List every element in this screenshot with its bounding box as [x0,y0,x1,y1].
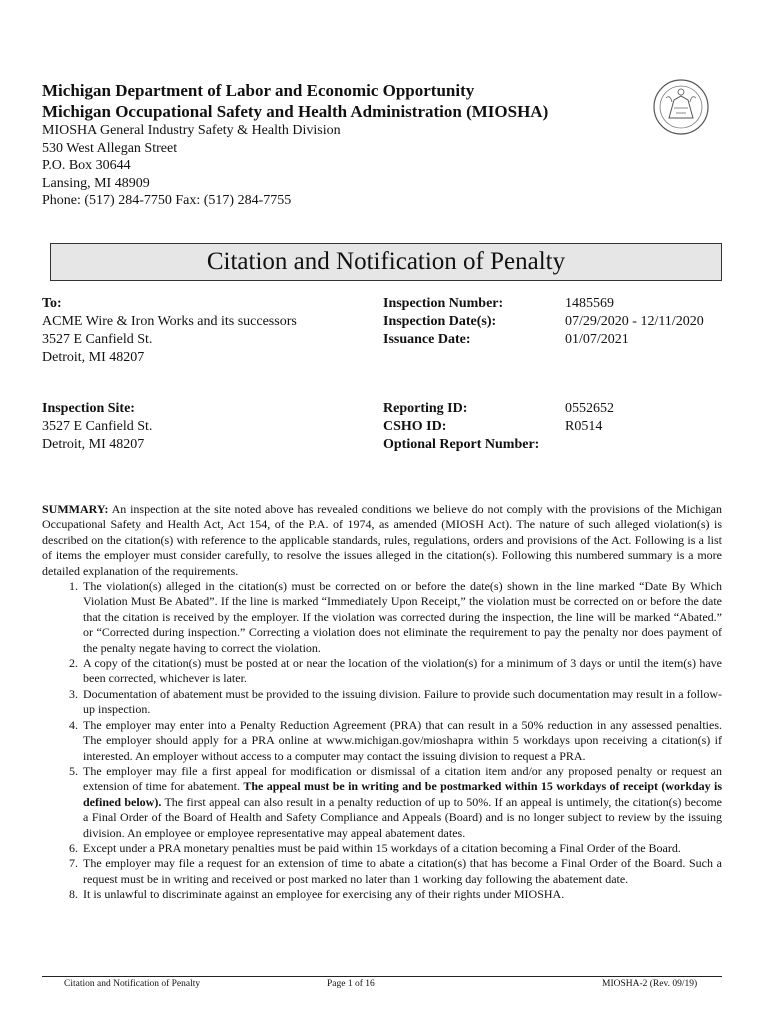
csho-id: R0514 [565,419,603,434]
inspection-dates: 07/29/2020 - 12/11/2020 [565,314,704,329]
phone-fax: Phone: (517) 284-7750 Fax: (517) 284-7755 [42,193,292,208]
inspection-number: 1485569 [565,296,614,311]
state-seal-icon [652,78,710,136]
id-labels [383,400,539,454]
list-item: 7. The employer may file a request for an extension of time to abate a citation(s) that has become a Final Order of the Board. Such a request must be in writing and received or post marked no later than 1 working day following the abatement date. [81,856,722,887]
inspection-number-label: Inspection Number: [383,296,504,311]
recipient-name: ACME Wire & Iron Works and its successors [42,314,297,329]
page-title: Citation and Notification of Penalty [50,243,722,281]
division-name: MIOSHA General Industry Safety & Health Division [42,123,341,138]
recipient-street: 3527 E Canfield St. [42,332,153,347]
footer-page-number: Page 1 of 16 [327,979,375,989]
summary-intro [42,502,722,579]
reporting-id: 0552652 [565,401,614,416]
id-values [565,400,614,436]
optional-report-label: Optional Report Number: [383,437,540,452]
list-item [81,764,722,841]
inspection-values [565,295,704,349]
agency-header [42,80,642,210]
issuance-date-label: Issuance Date: [383,332,471,347]
inspection-dates-label: Inspection Date(s): [383,314,497,329]
recipient-block [42,295,297,367]
list-item: 3. Documentation of abatement must be provided to the issuing division. Failure to provide such documentation may result in a follow-up inspection. [81,687,722,718]
item5-text-a: The employer may file a first appeal for modification or dismissal of a citation item and/or any proposed penalty or request an extension of time for abatement. [83,763,722,794]
item5-text-b: The first appeal can also result in a penalty reduction of up to 50%. If an appeal is untimely, the citation(s) become a Final Order of the Board of Health and Safety Compliance and Appeals (Board) and is no longer subject to review by the issuing division. An employee or employee representative may appeal abatement dates. [83,794,722,840]
issuance-date: 01/07/2021 [565,332,629,347]
agency-name-2: Michigan Occupational Safety and Health Administration (MIOSHA) [42,102,549,121]
footer-doc-title: Citation and Notification of Penalty [64,979,201,989]
footer-form-number: MIOSHA-2 (Rev. 09/19) [602,979,698,989]
site-street: 3527 E Canfield St. [42,419,153,434]
address-street: 530 West Allegan Street [42,140,178,156]
summary-list [42,579,722,903]
address-city: Lansing, MI 48909 [42,175,150,191]
inspection-site-label: Inspection Site: [42,401,135,416]
site-city: Detroit, MI 48207 [42,437,145,452]
inspection-labels [383,295,503,349]
summary-label: SUMMARY: [42,502,109,516]
list-item: 2. A copy of the citation(s) must be posted at or near the location of the violation(s) for a minimum of 3 days or until the item(s) have been corrected, whichever is later. [81,656,722,687]
recipient-city: Detroit, MI 48207 [42,350,145,365]
list-item: 1. The violation(s) alleged in the citation(s) must be corrected on or before the date(s) shown in the line marked “Date By Which Violation Must Be Abated”. If the line is marked “Immediately Upon Receipt,” the violation must be corrected on or before the date that the citation is received by the employer. If the violation was corrected during the inspection, the line will be marked “Abated.” or “Corrected during inspection.” Correcting a violation does not eliminate the requirement to pay the penalty nor does payment of the penalty negate having to correct the violation. [81,579,722,656]
agency-name-1: Michigan Department of Labor and Economic Opportunity [42,81,475,100]
summary-intro-text: An inspection at the site noted above has revealed conditions we believe do not comply with the provisions of the Michigan Occupational Safety and Health Act, Act 154, of the P.A. of 1974, as amended (MIOSH Act). The nature of such alleged violation(s) is described on the citation(s) with reference to the applicable standards, rules, regulations, orders and provisions of the Act. Following is a list of items the employer must consider carefully, to resolve the issues alleged in the citation(s). Following this numbered summary is a more detailed explanation of the requirements. [42,502,722,578]
list-item: 6. Except under a PRA monetary penalties must be paid within 15 workdays of a citation becoming a Final Order of the Board. [81,841,722,856]
inspection-site-block [42,400,152,454]
csho-id-label: CSHO ID: [383,419,447,434]
list-item: 4. The employer may enter into a Penalty Reduction Agreement (PRA) that can result in a 50% reduction in any assessed penalties. The employer should apply for a PRA online at www.michigan.gov/mioshapra within 5 workdays upon receiving a citation(s) if interested. An employer without access to a computer may contact the issuing division to request a PRA. [81,718,722,764]
item5-bold-text: The appeal must be in writing and be postmarked within 15 workdays of receipt (workday is defined below). [83,779,723,809]
summary-section [42,502,722,903]
address-po-box: P.O. Box 30644 [42,158,131,173]
to-label: To: [42,296,62,311]
page-footer [42,976,722,991]
list-item: 8. It is unlawful to discriminate against an employee for exercising any of their rights under MIOSHA. [81,887,722,902]
reporting-id-label: Reporting ID: [383,401,468,416]
